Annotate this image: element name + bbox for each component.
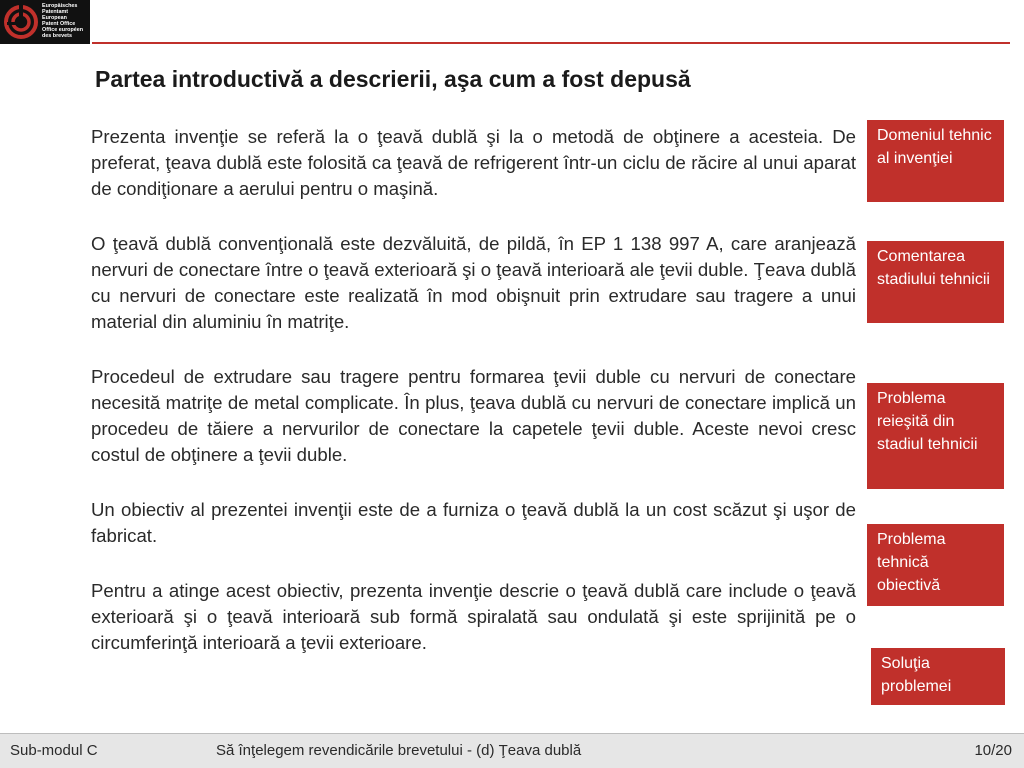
tag-technical-field: Domeniul tehnic al invenţiei (867, 120, 1004, 202)
epo-logo (0, 0, 90, 44)
description-text (91, 124, 856, 656)
paragraph-technical-field: Prezenta invenţie se referă la o ţeavă dublă şi la o metodă de obţinere a acesteia. De preferat, ţeava dublă este folosită ca ţeavă de refrigerent într-un ciclu de răcire al unui aparat de condiţionare a aerului pentru o maşină. (91, 126, 856, 199)
footer-subtitle: Să înţelegem revendicările brevetului - (d) Ţeava dublă (216, 742, 582, 759)
tag-solution: Soluţia problemei (871, 648, 1005, 705)
paragraph-prior-art-problem: Procedeul de extrudare sau tragere pentru formarea ţevii duble cu nervuri de conectare necesită matriţe de metal complicate. În plus, ţeava dublă cu nervuri de conectare implică un procedeu de tăiere a nervurilor de conectare la capetele ţevii duble. Aceste nevoi cresc costul de obţinere a ţevii duble. (91, 366, 856, 465)
footer-module: Sub-modul C (10, 742, 98, 759)
logo-line: Office européen (42, 27, 84, 34)
tag-prior-art-commentary: Comentarea stadiului tehnicii (867, 241, 1004, 323)
paragraph-prior-art: O ţeavă dublă convenţională este dezvăluită, de pildă, în EP 1 138 997 A, care aranjează nervuri de conectare între o ţeavă exterioară şi o ţeavă interioară ale ţevii duble. Ţeava dublă cu nervuri de conectare este realizată în mod obişnuit prin extrudare sau tragere a unui material din aluminiu în matriţe. (91, 233, 856, 332)
logo-line: European (42, 15, 67, 22)
slide-title: Partea introductivă a descrierii, aşa cum a fost depusă (95, 66, 691, 92)
page-number: 10/20 (974, 742, 1012, 759)
header-divider (92, 42, 1010, 44)
logo-line: des brevets (42, 33, 72, 40)
epo-logo-icon (4, 3, 38, 41)
footer-bar (0, 733, 1024, 768)
logo-line: Europäisches (42, 3, 78, 9)
tag-objective-problem: Problema tehnică obiectivă (867, 524, 1004, 606)
paragraph-objective-problem: Un obiectiv al prezentei invenţii este de a furniza o ţeavă dublă la un cost scăzut şi uşor de fabricat. (91, 499, 856, 546)
logo-wordmark (42, 3, 83, 40)
logo-line: Patent Office (42, 21, 76, 28)
tag-prior-art-problem: Problema reieşită din stadiul tehnicii (867, 383, 1004, 489)
logo-line: Patentamt (42, 9, 69, 16)
paragraph-solution: Pentru a atinge acest obiectiv, prezenta invenţie descrie o ţeavă dublă care include o ţeavă exterioară şi o ţeavă interioară sub formă spiralată sau ondulată şi este sprijinită pe o circumferinţă interioară a ţevii exterioare. (91, 580, 856, 653)
